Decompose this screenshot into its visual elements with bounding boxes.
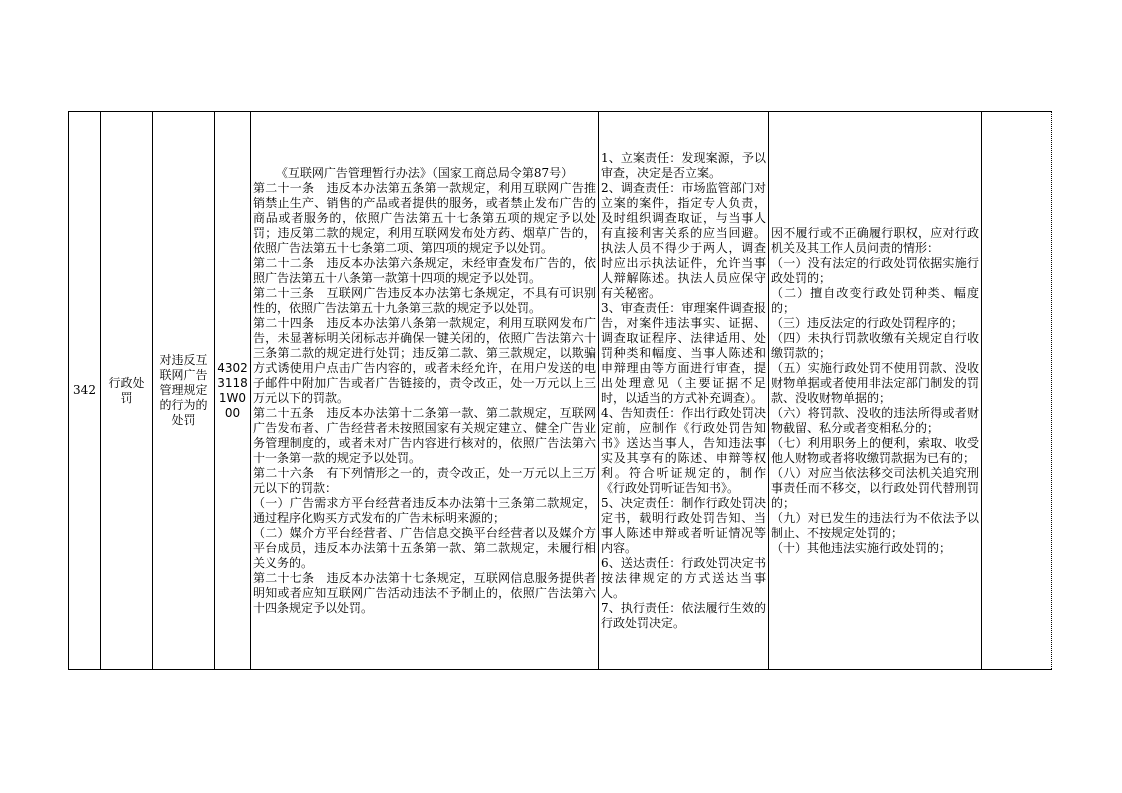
power-code: 43023118 1W000 <box>215 112 251 670</box>
legal-basis-paragraph: 第二十四条 违反本办法第八条第一款规定，利用互联网发布广告，未显著标明关闭标志并确保一键关闭的，依照广告法第六十三条第二款的规定进行处罚；违反第二款、第三款规定，以欺骗方式诱使用户点击广告内容的，或者未经允许，在用户发送的电子邮件中附加广告或者广告链接的，责令改正，处一万元以上三万元以下的罚款。 <box>253 315 596 405</box>
row-index: 342 <box>69 112 101 670</box>
legal-basis-paragraph: （一）广告需求方平台经营者违反本办法第十三条第二款规定，通过程序化购买方式发布的广告未标明来源的； <box>253 495 596 525</box>
power-list-table <box>68 111 1052 670</box>
responsibility-item: 1、立案责任：发现案源，予以审查，决定是否立案。 <box>601 150 766 180</box>
legal-basis-cell <box>251 112 599 670</box>
responsibility-list <box>601 151 766 631</box>
accountability-item: （七）利用职务上的便利，索取、收受他人财物或者将收缴罚款据为已有的； <box>771 435 979 465</box>
power-name: 对违反互联网广告管理规定的行为的处罚 <box>153 112 215 670</box>
legal-basis-paragraph: 第二十一条 违反本办法第五条第一款规定，利用互联网广告推销禁止生产、销售的产品或者提供的服务，或者禁止发布广告的商品或者服务的，依照广告法第五十七条第五项的规定予以处罚；违反第二款的规定，利用互联网发布处方药、烟草广告的，依照广告法第五十七条第二项、第四项的规定予以处罚。 <box>253 180 596 255</box>
responsibility-item: 3、审查责任：审理案件调查报告，对案件违法事实、证据、调查取证程序、法律适用、处罚种类和幅度、当事人陈述和申辩理由等方面进行审查，提出处理意见（主要证据不足时，以适当的方式补充调查）。 <box>601 300 766 405</box>
responsibility-item: 2、调查责任：市场监管部门对立案的案件，指定专人负责，及时组织调查取证，与当事人有直接利害关系的应当回避。执法人员不得少于两人，调查时应出示执法证件，允许当事人辩解陈述。执法人员应保守有关秘密。 <box>601 180 766 300</box>
accountability-item: （四）未执行罚款收缴有关规定自行收缴罚款的； <box>771 330 979 360</box>
responsibility-item: 5、决定责任：制作行政处罚决定书，载明行政处罚告知、当事人陈述申辩或者听证情况等内容。 <box>601 495 766 555</box>
legal-basis-paragraph: 第二十二条 违反本办法第六条规定，未经审查发布广告的，依照广告法第五十八条第一款第十四项的规定予以处罚。 <box>253 255 596 285</box>
responsibility-item: 7、执行责任：依法履行生效的行政处罚决定。 <box>601 600 766 630</box>
table-row <box>69 112 1052 670</box>
accountability-item: （三）违反法定的行政处罚程序的； <box>771 315 964 330</box>
accountability-item: （九）对已发生的违法行为不依法予以制止、不按规定处罚的； <box>771 510 979 540</box>
accountability-item: 因不履行或不正确履行职权，应对行政机关及其工作人员问责的情形： <box>771 225 979 255</box>
legal-basis-paragraph: 《互联网广告管理暂行办法》（国家工商总局令第87号） <box>275 165 574 180</box>
accountability-list <box>771 226 979 556</box>
accountability-item: （六）将罚款、没收的违法所得或者财物截留、私分或者变相私分的； <box>771 405 979 435</box>
legal-basis-list <box>253 166 596 616</box>
power-type: 行政处罚 <box>101 112 153 670</box>
accountability-item: （五）实施行政处罚不使用罚款、没收财物单据或者使用非法定部门制发的罚款、没收财物单据的； <box>771 360 979 405</box>
legal-basis-paragraph: （二）媒介方平台经营者、广告信息交换平台经营者以及媒介方平台成员，违反本办法第十五条第一款、第二款规定，未履行相关义务的。 <box>253 525 596 570</box>
responsibility-item: 4、告知责任：作出行政处罚决定前，应制作《行政处罚告知书》送达当事人，告知违法事实及其享有的陈述、申辩等权利。符合听证规定的，制作《行政处罚听证告知书》。 <box>601 405 766 495</box>
legal-basis-paragraph: 第二十五条 违反本办法第十二条第一款、第二款规定，互联网广告发布者、广告经营者未按照国家有关规定建立、健全广告业务管理制度的，或者未对广告内容进行核对的，依照广告法第六十一条第一款的规定予以处罚。 <box>253 405 596 465</box>
responsibility-cell <box>599 112 769 670</box>
accountability-item: （八）对应当依法移交司法机关追究刑事责任而不移交，以行政处罚代替刑罚的； <box>771 465 979 510</box>
accountability-item: （二）擅自改变行政处罚种类、幅度的； <box>771 285 979 315</box>
accountability-item: （一）没有法定的行政处罚依据实施行政处罚的； <box>771 255 979 285</box>
accountability-cell <box>769 112 982 670</box>
remark-cell <box>982 112 1052 670</box>
accountability-item: （十）其他违法实施行政处罚的； <box>771 540 952 555</box>
responsibility-item: 6、送达责任：行政处罚决定书按法律规定的方式送达当事人。 <box>601 555 766 600</box>
legal-basis-paragraph: 第二十六条 有下列情形之一的，责令改正，处一万元以上三万元以下的罚款： <box>253 465 596 495</box>
legal-basis-paragraph: 第二十七条 违反本办法第十七条规定，互联网信息服务提供者明知或者应知互联网广告活动违法不予制止的，依照广告法第六十四条规定予以处罚。 <box>253 570 596 615</box>
legal-basis-paragraph: 第二十三条 互联网广告违反本办法第七条规定，不具有可识别性的，依照广告法第五十九条第三款的规定予以处罚。 <box>253 285 596 315</box>
